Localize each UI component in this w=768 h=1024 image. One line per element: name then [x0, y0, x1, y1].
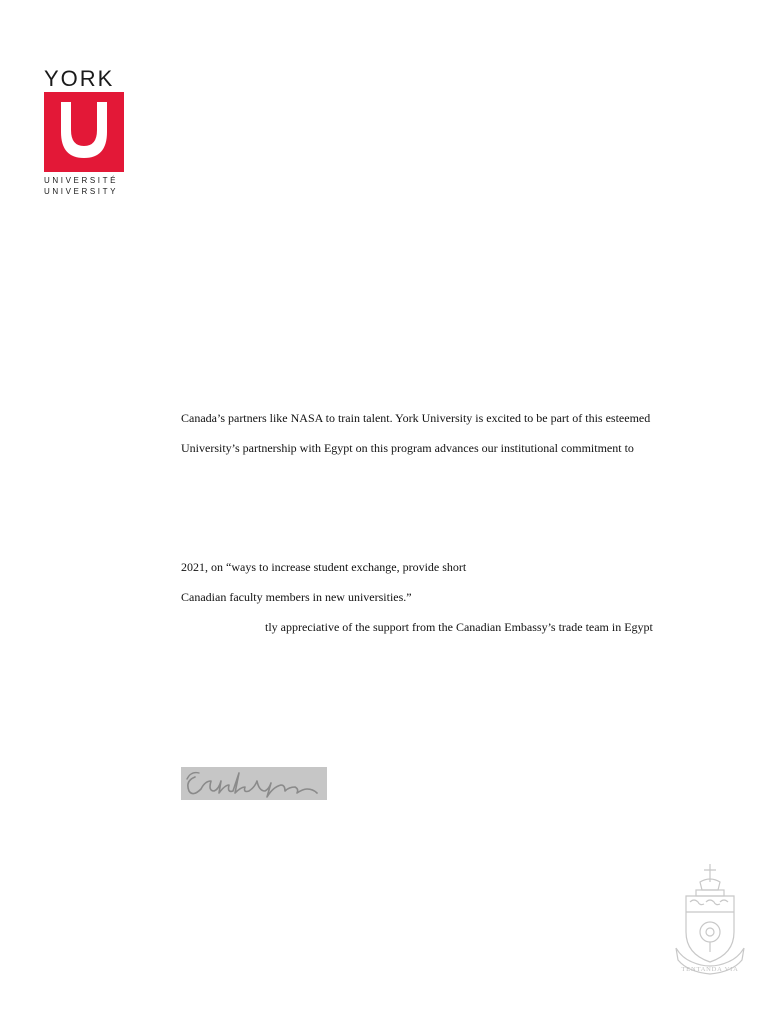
university-crest-icon — [672, 862, 748, 980]
logo-subtitle-en: UNIVERSITY — [44, 187, 119, 196]
body-line-1: Canada’s partners like NASA to train talent. York University is excited to be part of this esteemed — [181, 411, 651, 425]
logo-wordmark: YORK — [44, 66, 115, 91]
body-line-3: 2021, on “ways to increase student exchange, provide short — [181, 560, 467, 574]
york-u-icon — [44, 92, 124, 172]
crest-motto: TENTANDA VIA — [681, 966, 739, 973]
body-line-5: tly appreciative of the support from the Canadian Embassy’s trade team in Egypt — [265, 620, 653, 634]
signature-block — [181, 767, 327, 800]
logo-subtitle-fr: UNIVERSITÉ — [44, 176, 119, 185]
body-line-4: Canadian faculty members in new universities.” — [181, 590, 412, 604]
body-line-2: University’s partnership with Egypt on this program advances our institutional commitment to — [181, 441, 634, 455]
york-university-logo — [44, 68, 126, 197]
handwritten-signature-icon — [181, 767, 327, 800]
